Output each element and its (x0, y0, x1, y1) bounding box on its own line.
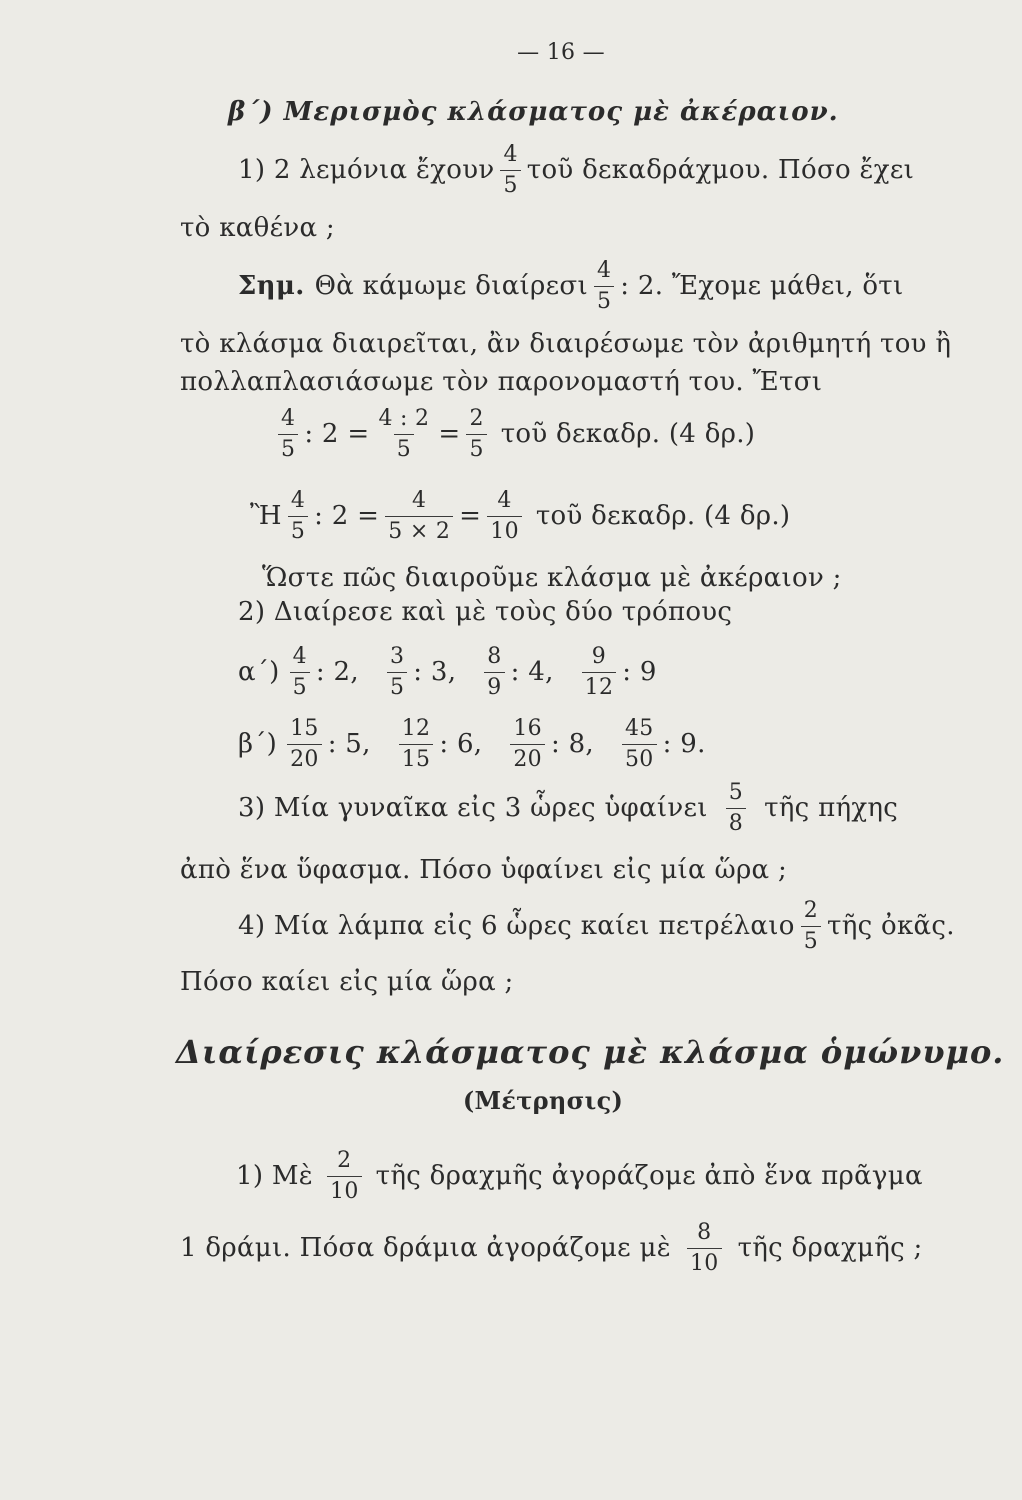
section-c-subtitle: (Μέτρησις) (462, 1085, 624, 1115)
operator: : 4, (510, 657, 554, 687)
operator: : 2, (315, 657, 359, 687)
operator: : 2 = (304, 419, 370, 449)
problem-1b: τὸ καθένα ; (180, 213, 335, 243)
alpha-label: α΄) (238, 657, 280, 687)
problem-1-line (0, 140, 1022, 200)
fraction (327, 1147, 362, 1204)
fraction-numerator: 8 (697, 1219, 712, 1245)
fraction (622, 715, 657, 772)
section-b-title: β΄) Μερισμὸς κλάσματος μὲ ἀκέραιον. (228, 97, 839, 127)
fraction (288, 487, 308, 544)
exercise-4b: Πόσο καίει εἰς μία ὥρα ; (180, 967, 514, 997)
exercise-3b-line (0, 840, 1022, 900)
fraction (466, 405, 486, 462)
fraction-numerator: 9 (591, 643, 607, 669)
fraction-numerator: 4 (290, 487, 306, 513)
fraction-numerator: 15 (290, 715, 319, 741)
operator: : 6, (439, 729, 483, 759)
fraction-numerator: 4 (292, 643, 307, 669)
fraction (582, 643, 617, 700)
fraction (399, 715, 434, 772)
fraction (487, 487, 522, 544)
fraction-numerator: 4 (412, 487, 427, 513)
note-3-line (0, 352, 1022, 412)
fraction-denominator: 5 (801, 926, 821, 953)
fraction-denominator: 5 × 2 (385, 516, 453, 543)
equation-1-text: τοῦ δεκαδρ. (4 δρ.) (500, 419, 756, 449)
fraction (290, 643, 310, 700)
exercise-4-line (0, 896, 1022, 956)
fraction-denominator: 20 (510, 744, 545, 771)
fraction-numerator: 4 (503, 141, 518, 167)
fraction-denominator: 9 (484, 672, 504, 699)
fraction (687, 1219, 722, 1276)
fraction (500, 141, 520, 198)
exercise-3-start: 3) Μία γυναῖκα εἰς 3 ὧρες ὑφαίνει (238, 793, 708, 823)
alpha-row (0, 642, 1022, 702)
exercise-3b: ἀπὸ ἕνα ὕφασμα. Πόσο ὑφαίνει εἰς μία ὥρα ; (180, 855, 788, 885)
fraction-numerator: 4 : 2 (378, 405, 430, 431)
beta-label: β΄) (238, 729, 278, 759)
fraction-denominator: 10 (687, 1248, 722, 1275)
fraction-denominator: 5 (290, 672, 310, 699)
fraction-numerator: 16 (513, 715, 542, 741)
operator: : 8, (550, 729, 594, 759)
fraction-numerator: 12 (401, 715, 431, 741)
fraction (801, 897, 821, 954)
fraction-denominator: 5 (594, 286, 614, 313)
fraction-numerator: 5 (728, 779, 744, 805)
section-c-subtitle-line (0, 1070, 1022, 1130)
problem-1b-line (0, 198, 1022, 258)
exercise-3-end: τῆς πήχης (764, 793, 899, 823)
note-label: Σημ. (238, 271, 305, 301)
fraction-denominator: 15 (399, 744, 434, 771)
fraction-denominator: 5 (466, 434, 486, 461)
fraction-denominator: 20 (287, 744, 322, 771)
page-number: — 16 — (517, 39, 605, 65)
problem-1-start: 1) 2 λεμόνια ἔχουν (238, 155, 495, 185)
exercise-2-line (0, 582, 1022, 642)
section-c-problem-2-start: 1 δράμι. Πόσα δράμια ἀγοράζομε μὲ (180, 1233, 671, 1263)
fraction (387, 643, 407, 700)
beta-row (0, 714, 1022, 774)
operator: : 9 (622, 657, 657, 687)
fraction-denominator: 12 (582, 672, 617, 699)
fraction-numerator: 2 (803, 897, 819, 923)
section-c-problem-1-end: τῆς δραχμῆς ἀγοράζομε ἀπὸ ἕνα πρᾶγμα (375, 1161, 923, 1191)
fraction-denominator: 5 (387, 672, 407, 699)
exercise-3-line (0, 778, 1022, 838)
fraction (375, 405, 432, 462)
fraction (385, 487, 453, 544)
fraction-numerator: 4 (497, 487, 512, 513)
note-line (0, 256, 1022, 316)
section-b-title-line (0, 82, 1022, 142)
fraction (278, 405, 298, 462)
fraction-numerator: 3 (389, 643, 405, 669)
operator: : 5, (327, 729, 371, 759)
section-c-problem-1-line (0, 1146, 1022, 1206)
fraction-denominator: 5 (288, 516, 308, 543)
fraction-numerator: 45 (625, 715, 654, 741)
fraction-denominator: 5 (278, 434, 298, 461)
operator: : 9. (662, 729, 706, 759)
fraction (287, 715, 322, 772)
fraction-denominator: 8 (726, 808, 746, 835)
fraction-denominator: 10 (487, 516, 522, 543)
fraction-denominator: 50 (622, 744, 657, 771)
note-after: : 2. Ἔχομε μάθει, ὅτι (620, 271, 904, 301)
fraction-numerator: 8 (487, 643, 502, 669)
fraction-numerator: 2 (469, 405, 484, 431)
exercise-2: 2) Διαίρεσε καὶ μὲ τοὺς δύο τρόπους (238, 597, 733, 627)
operator: : 2 = (314, 501, 380, 531)
fraction (510, 715, 545, 772)
equation-2-lead: Ἢ (250, 501, 282, 531)
fraction (484, 643, 504, 700)
fraction-numerator: 2 (337, 1147, 352, 1173)
fraction-numerator: 4 (596, 257, 612, 283)
question: Ὥστε πῶς διαιροῦμε κλάσμα μὲ ἀκέραιον ; (262, 563, 842, 593)
equation-1 (0, 404, 1022, 464)
problem-1-end: τοῦ δεκαδράχμου. Πόσο ἔχει (526, 155, 915, 185)
fraction-denominator: 5 (500, 170, 520, 197)
note-3: πολλαπλασιάσωμε τὸν παρονομαστή του. Ἔτσι (180, 367, 823, 397)
section-c-problem-1-start: 1) Μὲ (236, 1161, 314, 1191)
operator: : 3, (413, 657, 457, 687)
fraction-numerator: 4 (281, 405, 296, 431)
equation-2 (0, 486, 1022, 546)
note-text: Θὰ κάμωμε διαίρεσι (314, 271, 588, 301)
fraction-denominator: 10 (327, 1176, 362, 1203)
section-c-problem-2-line (0, 1218, 1022, 1278)
equals: = (438, 419, 461, 449)
fraction (726, 779, 746, 836)
exercise-4-start: 4) Μία λάμπα εἰς 6 ὧρες καίει πετρέλαιο (238, 911, 795, 941)
note-2: τὸ κλάσμα διαιρεῖται, ἂν διαιρέσωμε τὸν ἀριθμητή του ἢ (180, 329, 952, 359)
page-number-line (0, 22, 1022, 82)
fraction-denominator: 5 (394, 434, 414, 461)
exercise-4-end: τῆς ὀκᾶς. (827, 911, 955, 941)
fraction (594, 257, 614, 314)
equation-2-text: τοῦ δεκαδρ. (4 δρ.) (535, 501, 791, 531)
section-c-title: Διαίρεσις κλάσματος μὲ κλάσμα ὁμώνυμο. (176, 1033, 1005, 1071)
exercise-4b-line (0, 952, 1022, 1012)
section-c-problem-2-end: τῆς δραχμῆς ; (737, 1233, 923, 1263)
equals: = (459, 501, 482, 531)
